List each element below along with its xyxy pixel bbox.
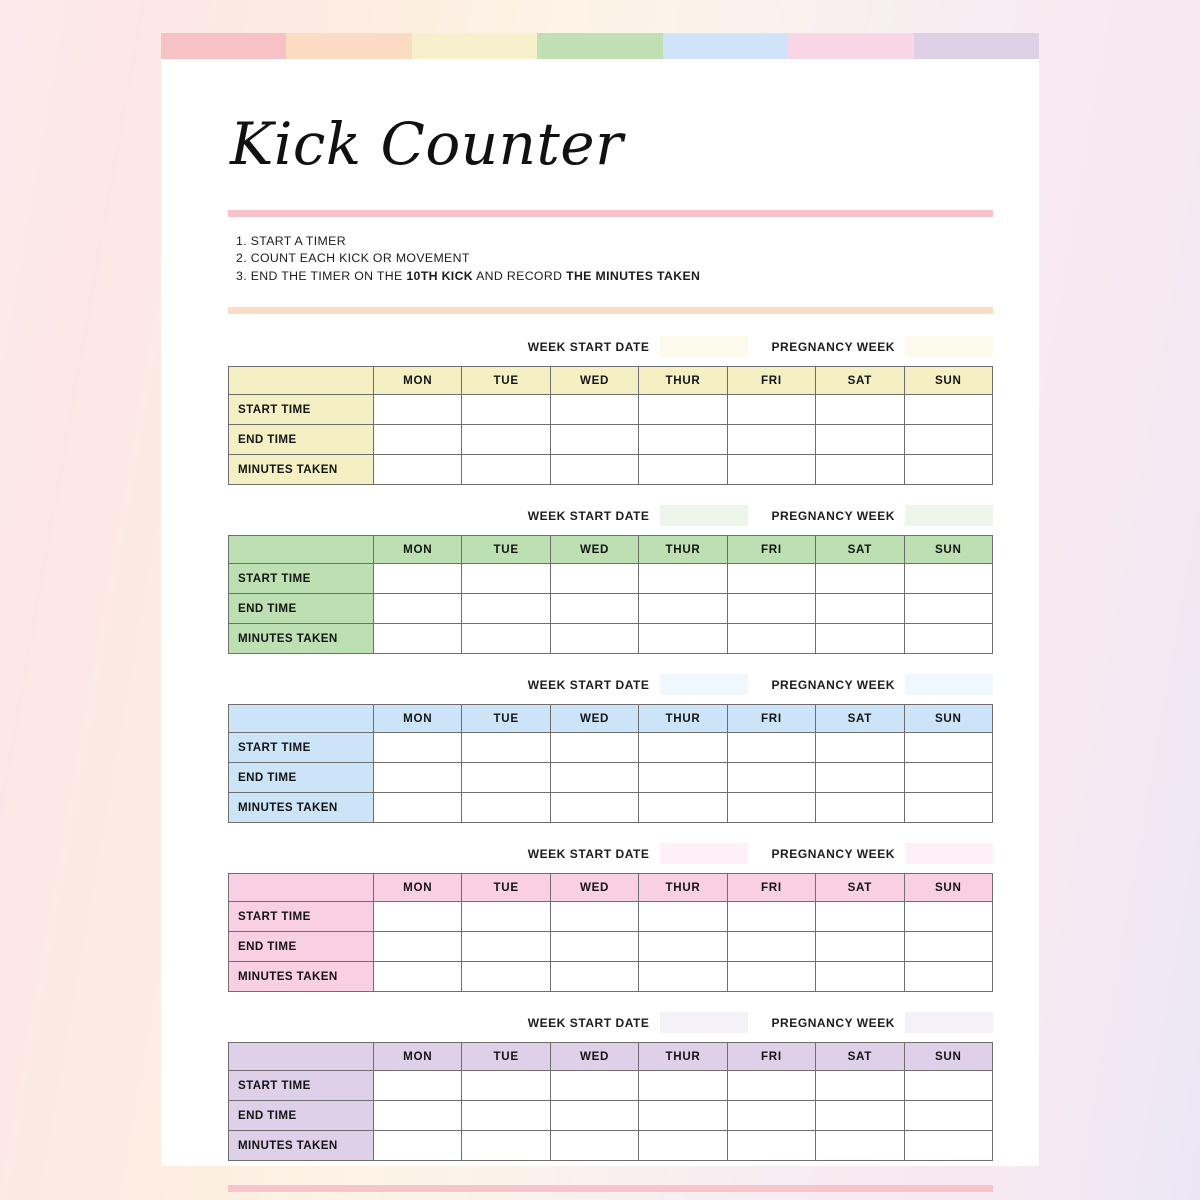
table-header-row	[229, 535, 993, 563]
row-label-start-time: START TIME	[229, 901, 374, 931]
day-header-thur: THUR	[639, 1042, 727, 1070]
table-row	[229, 792, 993, 822]
week-section-3	[228, 674, 993, 823]
entry-cell[interactable]	[727, 454, 815, 484]
week-section-4	[228, 843, 993, 992]
table-header-row	[229, 1042, 993, 1070]
table-corner-cell	[229, 366, 374, 394]
entry-cell[interactable]	[374, 961, 462, 991]
row-label-minutes-taken: MINUTES TAKEN	[229, 961, 374, 991]
entry-cell[interactable]	[550, 454, 638, 484]
entry-cell[interactable]	[904, 1100, 992, 1130]
entry-cell[interactable]	[816, 424, 904, 454]
entry-cell[interactable]	[816, 1100, 904, 1130]
entry-cell[interactable]	[639, 762, 727, 792]
day-header-wed: WED	[550, 1042, 638, 1070]
entry-cell[interactable]	[816, 792, 904, 822]
day-header-sun: SUN	[904, 366, 992, 394]
day-header-thur: THUR	[639, 535, 727, 563]
day-header-sun: SUN	[904, 1042, 992, 1070]
entry-cell[interactable]	[727, 1130, 815, 1160]
day-header-wed: WED	[550, 704, 638, 732]
table-row	[229, 1100, 993, 1130]
entry-cell[interactable]	[374, 901, 462, 931]
week-meta-row	[228, 505, 993, 527]
pregnancy-week-label: PREGNANCY WEEK	[771, 339, 895, 354]
week-start-date-label: WEEK START DATE	[527, 1015, 650, 1030]
day-header-mon: MON	[374, 704, 462, 732]
entry-cell[interactable]	[462, 1100, 550, 1130]
pregnancy-week-input[interactable]	[905, 674, 993, 695]
entry-cell[interactable]	[727, 593, 815, 623]
week-start-date-input[interactable]	[660, 843, 748, 864]
row-label-minutes-taken: MINUTES TAKEN	[229, 454, 374, 484]
entry-cell[interactable]	[550, 901, 638, 931]
entry-cell[interactable]	[816, 762, 904, 792]
pregnancy-week-input[interactable]	[905, 505, 993, 526]
entry-cell[interactable]	[639, 424, 727, 454]
color-strip-band-7	[914, 33, 1039, 59]
entry-cell[interactable]	[904, 563, 992, 593]
entry-cell[interactable]	[374, 424, 462, 454]
table-row	[229, 1130, 993, 1160]
week-start-date-input[interactable]	[660, 336, 748, 357]
row-label-minutes-taken: MINUTES TAKEN	[229, 1130, 374, 1160]
entry-cell[interactable]	[816, 901, 904, 931]
entry-cell[interactable]	[374, 792, 462, 822]
entry-cell[interactable]	[816, 961, 904, 991]
entry-cell[interactable]	[639, 901, 727, 931]
kick-counter-table	[228, 366, 993, 485]
entry-cell[interactable]	[550, 762, 638, 792]
row-label-end-time: END TIME	[229, 593, 374, 623]
row-label-end-time: END TIME	[229, 424, 374, 454]
pregnancy-week-input[interactable]	[905, 843, 993, 864]
instruction-line-3: 3. END THE TIMER ON THE 10TH KICK AND RECORD THE MINUTES TAKEN	[236, 268, 701, 283]
entry-cell[interactable]	[904, 1130, 992, 1160]
week-meta-row	[228, 674, 993, 696]
table-row	[229, 623, 993, 653]
week-start-date-input[interactable]	[660, 1012, 748, 1033]
day-header-fri: FRI	[727, 704, 815, 732]
entry-cell[interactable]	[550, 563, 638, 593]
day-header-fri: FRI	[727, 535, 815, 563]
entry-cell[interactable]	[639, 394, 727, 424]
week-start-date-label: WEEK START DATE	[527, 508, 650, 523]
day-header-tue: TUE	[462, 535, 550, 563]
day-header-fri: FRI	[727, 1042, 815, 1070]
day-header-sat: SAT	[816, 1042, 904, 1070]
pregnancy-week-input[interactable]	[905, 1012, 993, 1033]
color-strip	[161, 33, 1039, 59]
day-header-mon: MON	[374, 535, 462, 563]
table-row	[229, 394, 993, 424]
week-start-date-label: WEEK START DATE	[527, 677, 650, 692]
instruction-line-1: 1. START A TIMER	[236, 234, 346, 248]
entry-cell[interactable]	[904, 623, 992, 653]
row-label-minutes-taken: MINUTES TAKEN	[229, 623, 374, 653]
pregnancy-week-label: PREGNANCY WEEK	[771, 508, 895, 523]
entry-cell[interactable]	[816, 732, 904, 762]
entry-cell[interactable]	[727, 961, 815, 991]
entry-cell[interactable]	[904, 961, 992, 991]
entry-cell[interactable]	[816, 1070, 904, 1100]
table-corner-cell	[229, 535, 374, 563]
entry-cell[interactable]	[904, 732, 992, 762]
table-row	[229, 931, 993, 961]
entry-cell[interactable]	[816, 593, 904, 623]
entry-cell[interactable]	[816, 394, 904, 424]
entry-cell[interactable]	[462, 732, 550, 762]
page-content	[161, 59, 1039, 1192]
row-label-start-time: START TIME	[229, 563, 374, 593]
pregnancy-week-input[interactable]	[905, 336, 993, 357]
divider-bottom	[228, 1185, 993, 1192]
entry-cell[interactable]	[550, 961, 638, 991]
entry-cell[interactable]	[374, 1070, 462, 1100]
entry-cell[interactable]	[462, 394, 550, 424]
entry-cell[interactable]	[462, 424, 550, 454]
week-start-date-input[interactable]	[660, 505, 748, 526]
color-strip-band-1	[161, 33, 286, 59]
table-corner-cell	[229, 1042, 374, 1070]
entry-cell[interactable]	[904, 792, 992, 822]
entry-cell[interactable]	[550, 1130, 638, 1160]
day-header-sat: SAT	[816, 366, 904, 394]
entry-cell[interactable]	[904, 593, 992, 623]
page-title: Kick Counter	[230, 110, 624, 178]
entry-cell[interactable]	[374, 623, 462, 653]
week-section-5	[228, 1012, 993, 1161]
entry-cell[interactable]	[374, 1130, 462, 1160]
entry-cell[interactable]	[727, 762, 815, 792]
week-start-date-input[interactable]	[660, 674, 748, 695]
table-row	[229, 563, 993, 593]
day-header-tue: TUE	[462, 366, 550, 394]
entry-cell[interactable]	[374, 593, 462, 623]
entry-cell[interactable]	[639, 732, 727, 762]
day-header-thur: THUR	[639, 873, 727, 901]
table-row	[229, 1070, 993, 1100]
kick-counter-table	[228, 1042, 993, 1161]
table-row	[229, 454, 993, 484]
week-meta-row	[228, 1012, 993, 1034]
entry-cell[interactable]	[727, 792, 815, 822]
day-header-wed: WED	[550, 873, 638, 901]
entry-cell[interactable]	[727, 931, 815, 961]
entry-cell[interactable]	[374, 1100, 462, 1130]
entry-cell[interactable]	[550, 792, 638, 822]
day-header-mon: MON	[374, 873, 462, 901]
day-header-tue: TUE	[462, 1042, 550, 1070]
day-header-sat: SAT	[816, 873, 904, 901]
color-strip-band-5	[663, 33, 788, 59]
day-header-sun: SUN	[904, 873, 992, 901]
kick-counter-table	[228, 873, 993, 992]
entry-cell[interactable]	[462, 1130, 550, 1160]
table-header-row	[229, 704, 993, 732]
day-header-sat: SAT	[816, 704, 904, 732]
entry-cell[interactable]	[904, 1070, 992, 1100]
row-label-end-time: END TIME	[229, 762, 374, 792]
kick-counter-table	[228, 704, 993, 823]
entry-cell[interactable]	[639, 563, 727, 593]
entry-cell[interactable]	[550, 424, 638, 454]
day-header-sun: SUN	[904, 704, 992, 732]
entry-cell[interactable]	[639, 931, 727, 961]
color-strip-band-6	[788, 33, 913, 59]
entry-cell[interactable]	[727, 623, 815, 653]
day-header-thur: THUR	[639, 366, 727, 394]
row-label-start-time: START TIME	[229, 1070, 374, 1100]
table-header-row	[229, 873, 993, 901]
entry-cell[interactable]	[816, 563, 904, 593]
entry-cell[interactable]	[639, 792, 727, 822]
table-header-row	[229, 366, 993, 394]
pregnancy-week-label: PREGNANCY WEEK	[771, 846, 895, 861]
entry-cell[interactable]	[462, 901, 550, 931]
entry-cell[interactable]	[462, 961, 550, 991]
entry-cell[interactable]	[462, 931, 550, 961]
divider-middle	[228, 307, 993, 314]
pregnancy-week-label: PREGNANCY WEEK	[771, 677, 895, 692]
entry-cell[interactable]	[374, 563, 462, 593]
entry-cell[interactable]	[462, 563, 550, 593]
entry-cell[interactable]	[374, 762, 462, 792]
entry-cell[interactable]	[639, 1130, 727, 1160]
entry-cell[interactable]	[727, 901, 815, 931]
pregnancy-week-label: PREGNANCY WEEK	[771, 1015, 895, 1030]
divider-top	[228, 210, 993, 217]
entry-cell[interactable]	[550, 1070, 638, 1100]
entry-cell[interactable]	[727, 732, 815, 762]
entry-cell[interactable]	[727, 1070, 815, 1100]
entry-cell[interactable]	[904, 394, 992, 424]
entry-cell[interactable]	[816, 1130, 904, 1160]
entry-cell[interactable]	[374, 732, 462, 762]
entry-cell[interactable]	[374, 454, 462, 484]
entry-cell[interactable]	[374, 394, 462, 424]
table-corner-cell	[229, 873, 374, 901]
entry-cell[interactable]	[550, 394, 638, 424]
day-header-thur: THUR	[639, 704, 727, 732]
table-row	[229, 901, 993, 931]
entry-cell[interactable]	[639, 454, 727, 484]
entry-cell[interactable]	[462, 762, 550, 792]
entry-cell[interactable]	[462, 593, 550, 623]
row-label-start-time: START TIME	[229, 394, 374, 424]
entry-cell[interactable]	[904, 931, 992, 961]
week-start-date-label: WEEK START DATE	[527, 339, 650, 354]
week-start-date-label: WEEK START DATE	[527, 846, 650, 861]
row-label-end-time: END TIME	[229, 1100, 374, 1130]
table-row	[229, 762, 993, 792]
day-header-sat: SAT	[816, 535, 904, 563]
kick-counter-table	[228, 535, 993, 654]
day-header-mon: MON	[374, 1042, 462, 1070]
entry-cell[interactable]	[639, 593, 727, 623]
entry-cell[interactable]	[639, 623, 727, 653]
entry-cell[interactable]	[727, 424, 815, 454]
color-strip-band-3	[412, 33, 537, 59]
week-meta-row	[228, 843, 993, 865]
entry-cell[interactable]	[816, 454, 904, 484]
week-section-1	[228, 336, 993, 485]
table-corner-cell	[229, 704, 374, 732]
weeks-container	[228, 336, 993, 1161]
entry-cell[interactable]	[904, 762, 992, 792]
table-row	[229, 961, 993, 991]
entry-cell[interactable]	[550, 623, 638, 653]
entry-cell[interactable]	[727, 394, 815, 424]
row-label-minutes-taken: MINUTES TAKEN	[229, 792, 374, 822]
entry-cell[interactable]	[816, 623, 904, 653]
table-row	[229, 424, 993, 454]
table-row	[229, 732, 993, 762]
instruction-line-2: 2. COUNT EACH KICK OR MOVEMENT	[236, 251, 470, 266]
entry-cell[interactable]	[374, 931, 462, 961]
entry-cell[interactable]	[550, 593, 638, 623]
instructions-list	[228, 233, 993, 285]
entry-cell[interactable]	[639, 1100, 727, 1130]
week-meta-row	[228, 336, 993, 358]
row-label-end-time: END TIME	[229, 931, 374, 961]
entry-cell[interactable]	[462, 454, 550, 484]
entry-cell[interactable]	[904, 454, 992, 484]
entry-cell[interactable]	[639, 1070, 727, 1100]
entry-cell[interactable]	[727, 1100, 815, 1130]
day-header-wed: WED	[550, 366, 638, 394]
entry-cell[interactable]	[816, 931, 904, 961]
entry-cell[interactable]	[904, 901, 992, 931]
day-header-wed: WED	[550, 535, 638, 563]
entry-cell[interactable]	[727, 563, 815, 593]
worksheet-page	[161, 33, 1039, 1166]
day-header-fri: FRI	[727, 366, 815, 394]
entry-cell[interactable]	[550, 732, 638, 762]
table-row	[229, 593, 993, 623]
day-header-mon: MON	[374, 366, 462, 394]
entry-cell[interactable]	[639, 961, 727, 991]
entry-cell[interactable]	[462, 792, 550, 822]
day-header-tue: TUE	[462, 704, 550, 732]
day-header-fri: FRI	[727, 873, 815, 901]
row-label-start-time: START TIME	[229, 732, 374, 762]
entry-cell[interactable]	[462, 1070, 550, 1100]
day-header-sun: SUN	[904, 535, 992, 563]
week-section-2	[228, 505, 993, 654]
day-header-tue: TUE	[462, 873, 550, 901]
entry-cell[interactable]	[462, 623, 550, 653]
entry-cell[interactable]	[550, 1100, 638, 1130]
color-strip-band-4	[537, 33, 662, 59]
entry-cell[interactable]	[550, 931, 638, 961]
entry-cell[interactable]	[904, 424, 992, 454]
color-strip-band-2	[286, 33, 411, 59]
